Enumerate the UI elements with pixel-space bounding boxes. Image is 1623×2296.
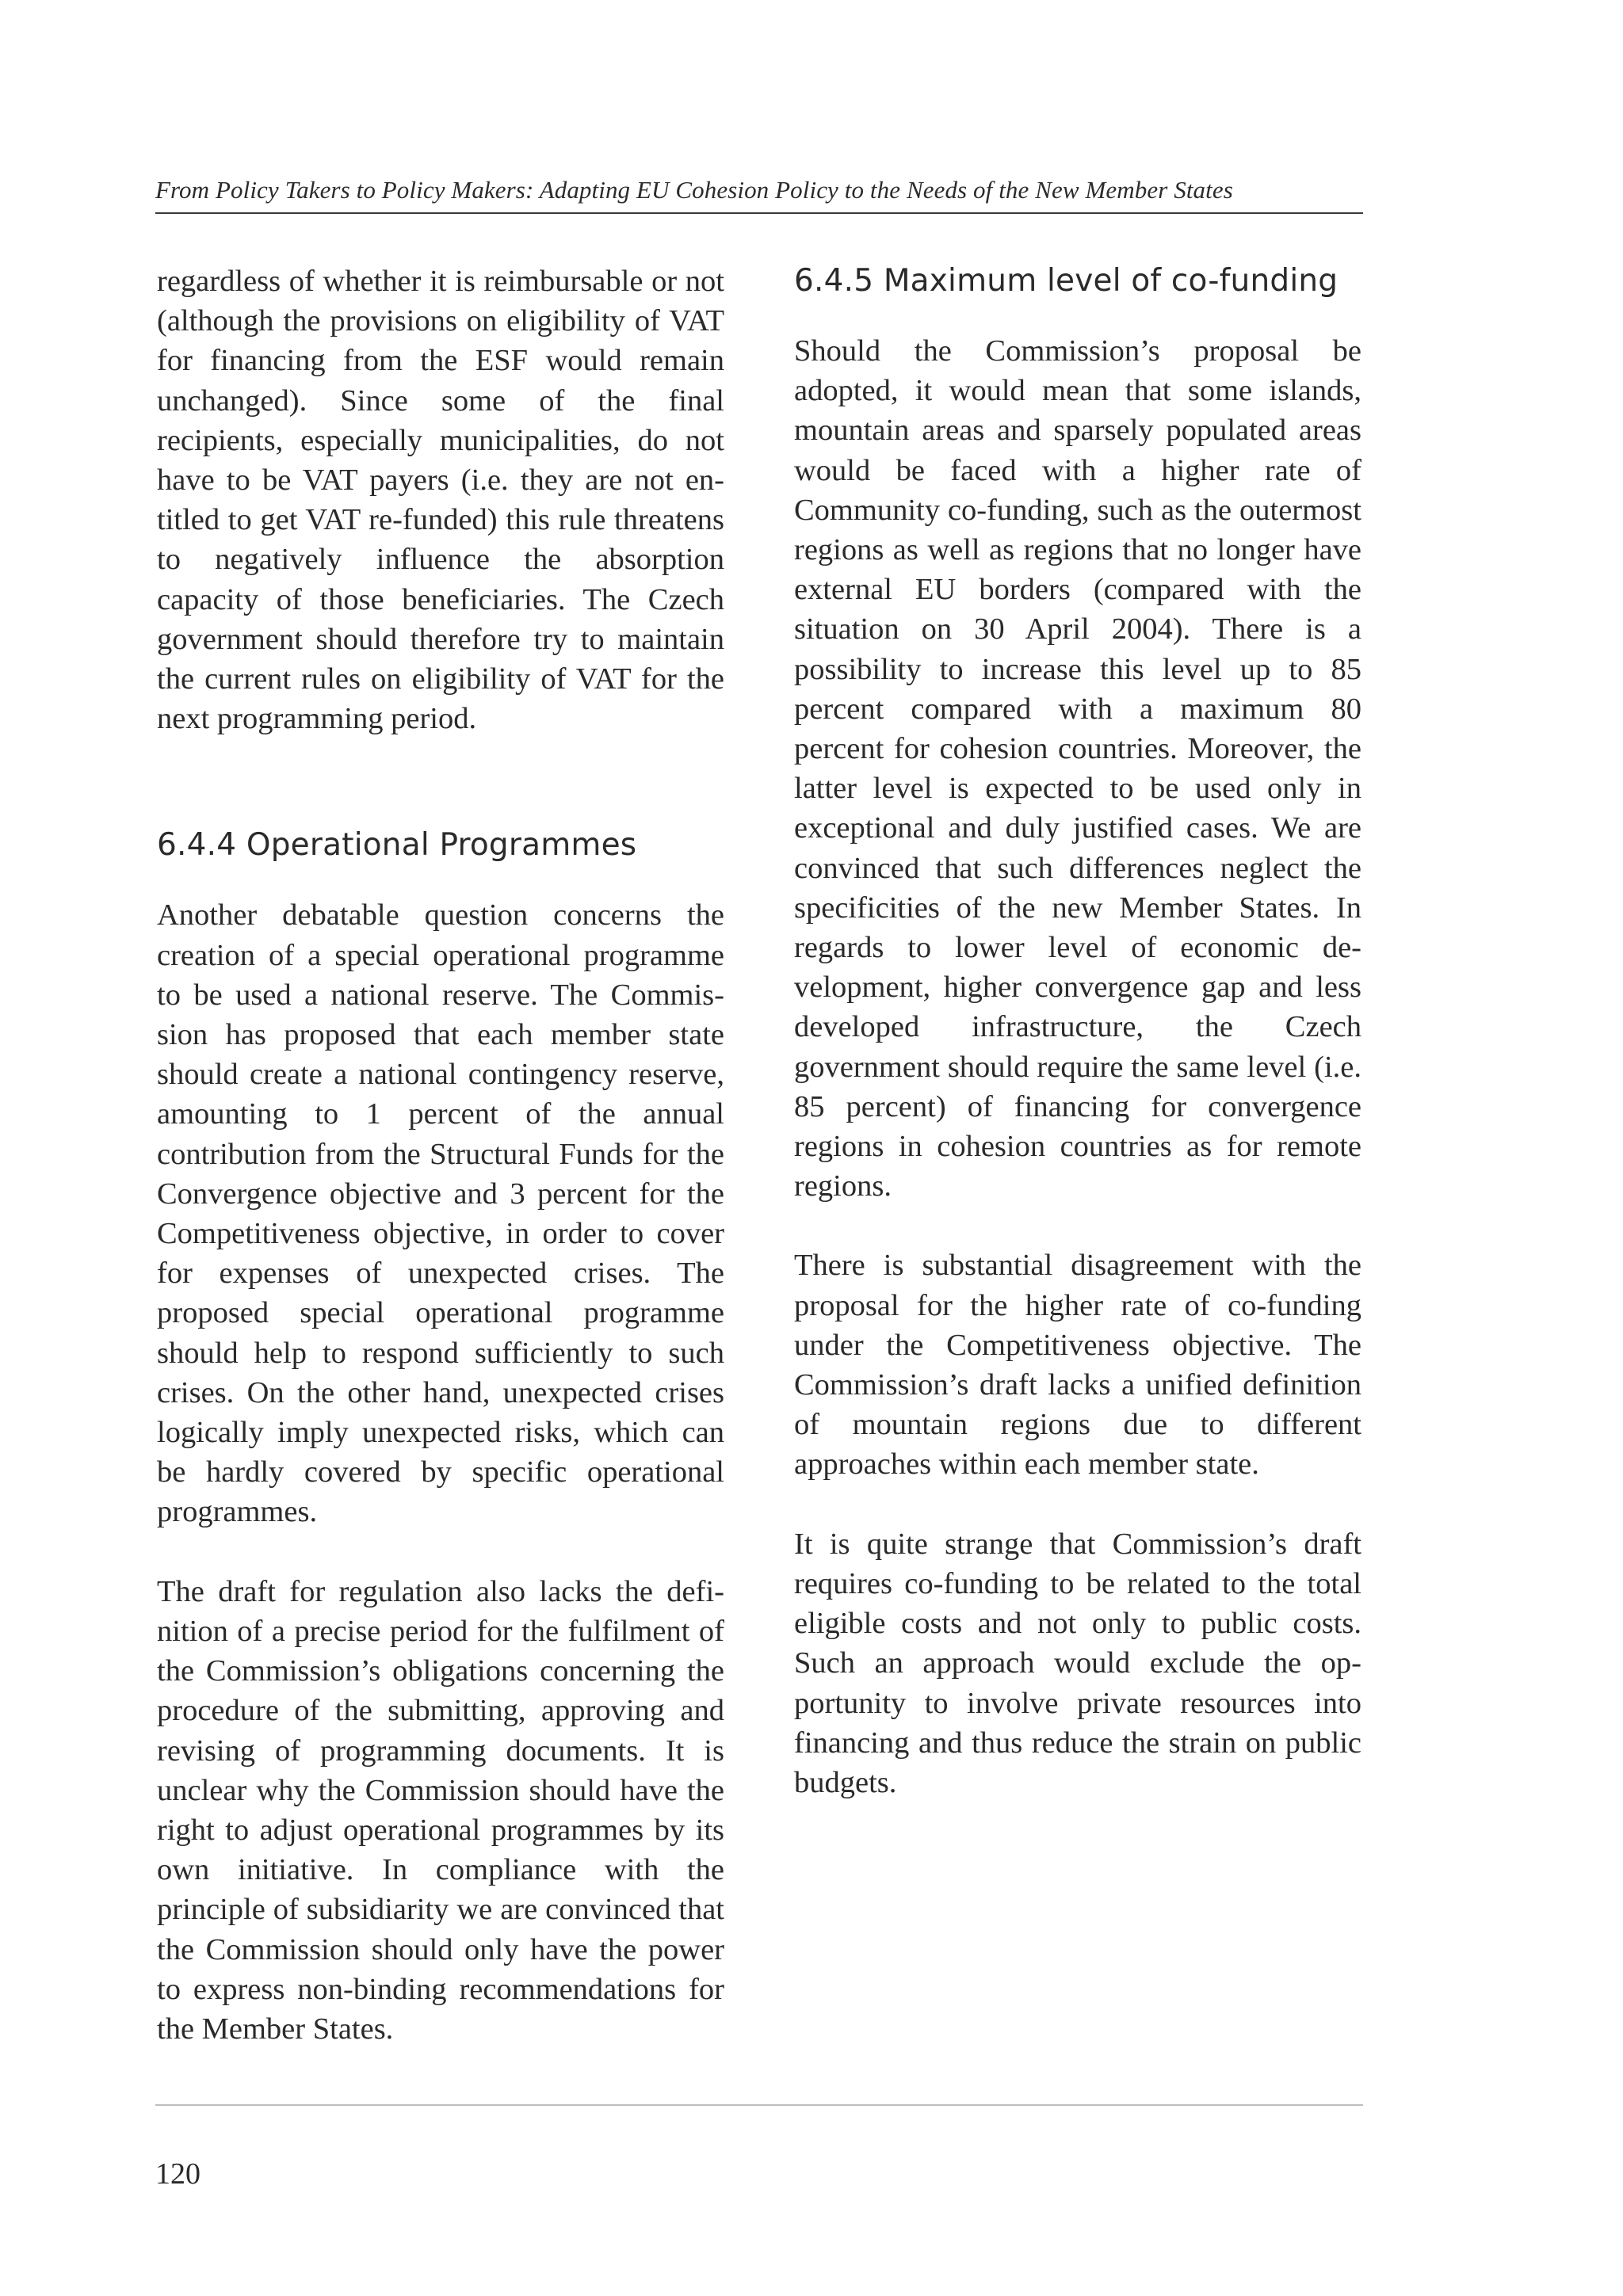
- left-column: [157, 261, 724, 2088]
- body-paragraph-national-reserve: Another debatable question concerns the creation of a special operational programme to be used a national reserve. The Commission has proposed that each member state should create a national contingency reserve, amounting to 1 percent of the annual contribution from the Structural Funds for the Convergence objective and 3 percent for the Competitiveness objective, in order to cover for expenses of unexpected crises. The proposed special operational programme should help to respond sufficiently to such crises. On the other hand, unexpected crises logically imply unexpected risks, which can be hardly covered by specific operational programmes.: [157, 898, 724, 1529]
- body-paragraph-eligible-costs: It is quite strange that Commission’s draft requires co-funding to be related to the total eligible costs and not only to public costs. Such an approach would exclude the opportunity to involve private resources into financing and thus reduce the strain on public budgets.: [794, 1527, 1361, 1799]
- body-paragraph-vat: regardless of whether it is reimbursable or not (although the provisions on eligibility of VAT for financing from the ESF would remain unchanged). Since some of the final recipients, especially municipalities, do not have to be VAT payers (i.e. they are not entitled to get VAT re-funded) this rule threatens to negatively influence the absorption capacity of those beneficiaries. The Czech government should therefore try to maintain the current rules on eligibility of VAT for the next programming period.: [157, 265, 724, 736]
- footer-divider: [155, 2104, 1363, 2106]
- running-header-title: From Policy Takers to Policy Makers: Adapting EU Cohesion Policy to the Needs of the New Member States: [155, 176, 1233, 204]
- page-number: 120: [155, 2157, 200, 2191]
- body-paragraph-commission-proposal: Should the Commission’s proposal be adopted, it would mean that some islands, mountain areas and sparsely populated areas would be faced with a higher rate of Community co-funding, such as the outermost regions as well as regions that no longer have external EU borders (compared with the situation on 30 April 2004). There is a possibility to increase this level up to 85 percent compared with a maximum 80 percent for cohesion countries. Moreover, the latter level is expected to be used only in exceptional and duly justified cases. We are convinced that such differences neglect the specificities of the new Member States. In regards to lower level of economic development, higher convergence gap and less developed infrastructure, the Czech government should require the same level (i.e. 85 percent) of financing for convergence regions in cohesion countries as for remote regions.: [794, 334, 1361, 1203]
- section-heading-co-funding: 6.4.5 Maximum level of co-funding: [794, 263, 1338, 299]
- body-paragraph-disagreement: There is substantial disagreement with the proposal for the higher rate of co-funding under the Competitiveness objective. The Commission’s draft lacks a unified definition of mountain regions due to different approaches within each member state.: [794, 1249, 1361, 1482]
- header-divider: [155, 212, 1363, 214]
- body-paragraph-draft-regulation: The draft for regulation also lacks the definition of a precise period for the fulfilment of the Commission’s obligations concerning the procedure of the submitting, approving and revising of programming documents. It is unclear why the Commission should have the right to adjust operational programmes by its own initiative. In compliance with the principle of subsidiarity we are convinced that the Commission should only have the power to express non-binding recommendations for the Member States.: [157, 1574, 724, 2046]
- section-heading-operational-programmes: 6.4.4 Operational Programmes: [157, 827, 637, 864]
- right-column: [794, 261, 1361, 1842]
